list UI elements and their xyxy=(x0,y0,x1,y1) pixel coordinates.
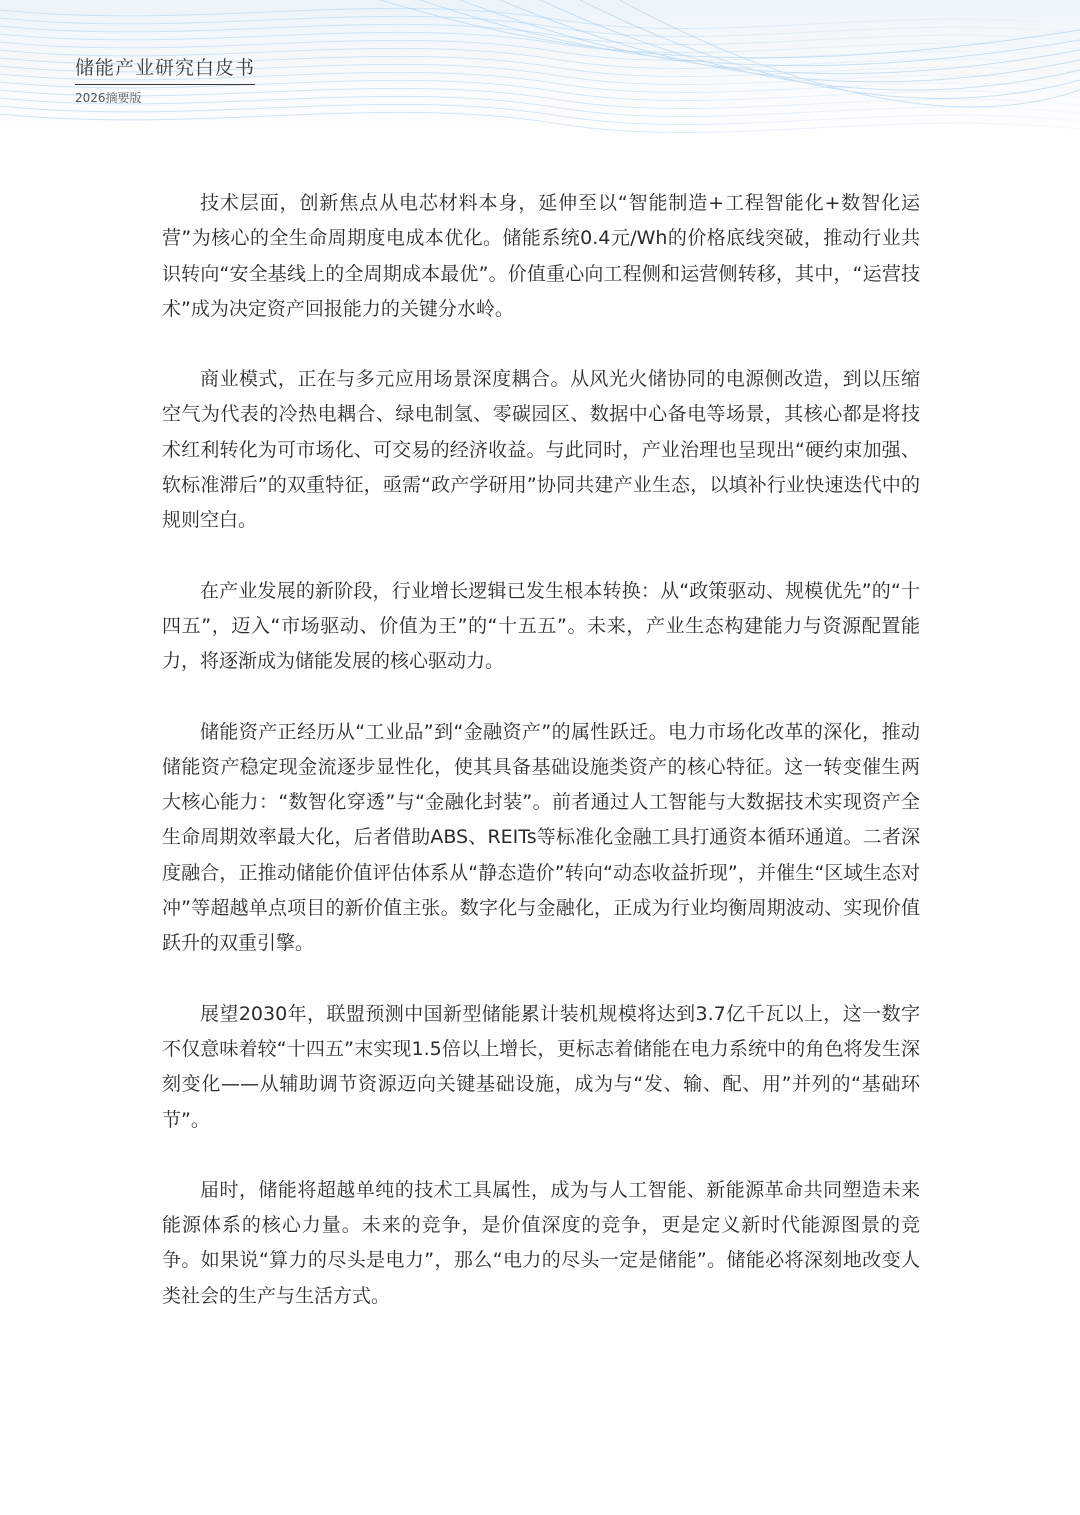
paragraph-conclusion: 届时，储能将超越单纯的技术工具属性，成为与人工智能、新能源革命共同塑造未来能源体系的核心力量。未来的竞争，是价值深度的竞争，更是定义新时代能源图景的竞争。如果说“算力的尽头是电力”，那么“电力的尽头一定是储能”。储能必将深刻地改变人类社会的生产与生活方式。 xyxy=(162,1178,920,1307)
document-edition: 2026摘要版 xyxy=(75,91,142,105)
body-text xyxy=(162,186,920,1349)
paragraph-business-model: 商业模式，正在与多元应用场景深度耦合。从风光火储协同的电源侧改造，到以压缩空气为代表的冷热电耦合、绿电制氢、零碳园区、数据中心备电等场景，其核心都是将技术红利转化为可市场化、可交易的经济收益。与此同时，产业治理也呈现出“硬约束加强、软标准滞后”的双重特征，亟需“政产学研用”协同共建产业生态，以填补行业快速迭代中的规则空白。 xyxy=(162,368,920,532)
page-header xyxy=(75,56,255,106)
paragraph-financial-asset: 储能资产正经历从“工业品”到“金融资产”的属性跃迁。电力市场化改革的深化，推动储能资产稳定现金流逐步显性化，使其具备基础设施类资产的核心特征。这一转变催生两大核心能力：“数智化穿透”与“金融化封装”。前者通过人工智能与大数据技术实现资产全生命周期效率最大化，后者借助ABS、REITs等标准化金融工具打通资本循环通道。二者深度融合，正推动储能价值评估体系从“静态造价”转向“动态收益折现”，并催生“区域生态对冲”等超越单点项目的新价值主张。数字化与金融化，正成为行业均衡周期波动、实现价值跃升的双重引擎。 xyxy=(162,720,920,955)
document-title: 储能产业研究白皮书 xyxy=(75,56,255,85)
paragraph-outlook-2030: 展望2030年，联盟预测中国新型储能累计装机规模将达到3.7亿千瓦以上，这一数字不仅意味着较“十四五”末实现1.5倍以上增长，更标志着储能在电力系统中的角色将发生深刻变化——从辅助调节资源迈向关键基础设施，成为与“发、输、配、用”并列的“基础环节”。 xyxy=(162,1002,920,1131)
paragraph-technology: 技术层面，创新焦点从电芯材料本身，延伸至以“智能制造+工程智能化+数智化运营”为核心的全生命周期度电成本优化。储能系统0.4元/Wh的价格底线突破，推动行业共识转向“安全基线上的全周期成本最优”。价值重心向工程侧和运营侧转移，其中，“运营技术”成为决定资产回报能力的关键分水岭。 xyxy=(162,192,920,320)
paragraph-growth-logic: 在产业发展的新阶段，行业增长逻辑已发生根本转换：从“政策驱动、规模优先”的“十四五”，迈入“市场驱动、价值为王”的“十五五”。未来，产业生态构建能力与资源配置能力，将逐渐成为储能发展的核心驱动力。 xyxy=(162,579,920,673)
